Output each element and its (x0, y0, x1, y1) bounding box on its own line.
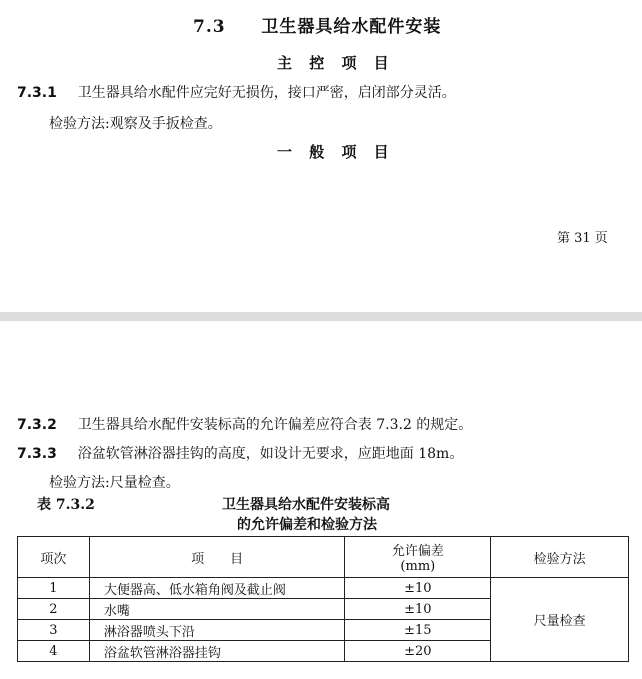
table-label: 表 7.3.2 (37, 497, 95, 513)
inspection-method: 检验方法:尺量检查。 (49, 475, 180, 491)
clause-text: 浴盆软管淋浴器挂钩的高度，如设计无要求，应距地面 18m。 (77, 446, 464, 462)
row-tolerance: ±15 (345, 620, 491, 641)
section-heading (193, 12, 441, 37)
row-item: 大便器高、低水箱角阀及截止阀 (89, 578, 345, 599)
header-item: 项 目 (89, 537, 345, 578)
tolerance-table (17, 536, 629, 662)
row-tolerance: ±20 (345, 641, 491, 662)
section-number: 7.3 (193, 17, 226, 37)
clause-number: 7.3.2 (17, 417, 57, 433)
page-number: 第 31 页 (557, 231, 608, 246)
heading-main-items: 主 控 项 目 (277, 54, 395, 72)
row-item: 淋浴器喷头下沿 (89, 620, 345, 641)
header-tolerance-unit: (mm) (400, 559, 436, 574)
row-no: 4 (18, 641, 90, 662)
header-tolerance-label: 允许偏差 (391, 544, 444, 559)
table-row (18, 578, 629, 599)
page-separator (0, 312, 642, 321)
clause-7-3-3 (17, 443, 463, 463)
row-no: 3 (18, 620, 90, 641)
table-header-row (18, 537, 629, 578)
header-item-no: 项次 (18, 537, 90, 578)
row-no: 1 (18, 578, 90, 599)
header-tolerance (345, 537, 491, 578)
clause-text: 卫生器具给水配件安装标高的允许偏差应符合表 7.3.2 的规定。 (77, 417, 473, 433)
row-no: 2 (18, 599, 90, 620)
clause-7-3-2 (17, 414, 472, 434)
clause-text: 卫生器具给水配件应完好无损伤，接口严密，启闭部分灵活。 (77, 85, 456, 101)
section-title: 卫生器具给水配件安装 (261, 17, 442, 37)
page-32 (0, 321, 642, 679)
clause-7-3-1 (17, 82, 456, 102)
row-item: 水嘴 (89, 599, 345, 620)
inspection-method: 检验方法:观察及手扳检查。 (49, 116, 222, 132)
row-item: 浴盆软管淋浴器挂钩 (89, 641, 345, 662)
page-31 (0, 0, 642, 312)
table-title-line1: 卫生器具给水配件安装标高 (222, 497, 390, 513)
row-tolerance: ±10 (345, 578, 491, 599)
clause-number: 7.3.3 (17, 446, 57, 462)
row-tolerance: ±10 (345, 599, 491, 620)
clause-number: 7.3.1 (17, 85, 57, 101)
heading-general-items: 一 般 项 目 (277, 143, 395, 161)
table-title-line2: 的允许偏差和检验方法 (237, 517, 377, 533)
header-method: 检验方法 (491, 537, 629, 578)
row-method: 尺量检查 (491, 578, 629, 662)
